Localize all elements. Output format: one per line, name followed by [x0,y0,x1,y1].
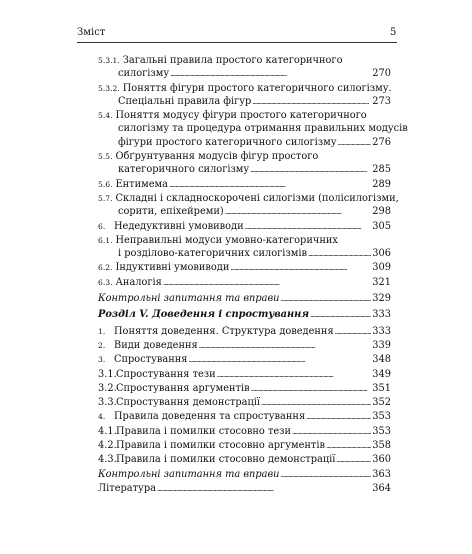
toc-entry [98,353,391,367]
toc-entry-number: 2. [98,340,106,350]
toc-entry-text-line: Складні і складноскорочені силогізми (полісилогізми, [115,192,399,204]
toc-entry-page: 353 [372,411,391,423]
dot-leader [335,326,372,339]
toc-entry [98,425,391,439]
toc-entry [98,339,391,353]
toc-entry-number: 5.3.2. [98,83,120,93]
table-of-contents [98,54,408,496]
toc-entry [98,234,391,262]
toc-entry [98,453,391,467]
dot-leader [310,309,371,322]
toc-entry-page: 358 [372,440,391,452]
toc-entry [98,292,391,306]
running-header-title: Зміст [77,27,106,38]
toc-entry-title: Спеціальні правила фігур [118,95,252,107]
toc-entry-text-line: Загальні правила простого категоричного [122,55,343,66]
dot-leader [306,411,371,424]
toc-entry-title: Поняття доведення. Структура доведення [114,325,334,337]
toc-entry-title: Правила і помилки стосовно демонстрації [116,454,336,466]
dot-leader [292,426,371,439]
toc-entry-title: Ентимема [115,178,169,190]
dot-leader [245,221,372,234]
toc-entry-number: 5.5. [98,152,113,162]
toc-entry-title: Спростування тези [116,368,216,380]
toc-entry-number: 5.3.1. [98,56,120,65]
toc-entry-number: 4.3. [98,454,117,466]
toc-entry-number: 5.4. [98,111,113,121]
dot-leader [337,137,371,150]
toc-entry-title: Спростування аргументів [116,382,250,394]
toc-entry-page: 305 [372,220,391,232]
toc-entry-number: 3.1. [98,368,117,380]
toc-entry-number: 4.1. [98,425,117,437]
dot-leader [281,293,372,306]
toc-entry [98,410,391,424]
toc-entry-page: 329 [372,293,391,305]
toc-entry-title: Спростування [114,354,188,366]
toc-entry-page: 298 [372,206,391,218]
toc-entry [98,82,391,110]
dot-leader [250,164,371,177]
toc-entry-page: 270 [372,68,391,80]
dot-leader [163,277,371,290]
toc-entry-number: 5.6. [98,179,113,189]
toc-entry [98,178,391,192]
toc-entry [98,54,391,82]
toc-entry-number: 4. [98,412,106,422]
toc-entry-title: Недедуктивні умовиводи [114,220,244,232]
toc-entry-page: 351 [372,382,391,394]
toc-entry-number: 1. [98,326,106,336]
toc-entry-number: 3. [98,355,106,365]
toc-entry-page: 285 [372,164,391,176]
toc-entry-number: 3.2. [98,382,117,394]
toc-entry-title: Правила і помилки стосовно тези [116,425,292,437]
header-rule [77,42,397,43]
toc-entry-text-line: Поняття модусу фігури простого категоричного [115,110,367,122]
toc-entry-title: Література [98,482,156,494]
toc-entry [98,439,391,453]
toc-entry [98,396,391,410]
toc-entry-title: силогізму [118,68,170,80]
toc-entry [98,382,391,396]
toc-entry [98,468,391,482]
toc-entry-page: 348 [372,354,391,366]
toc-entry-title: Індуктивні умовиводи [115,262,230,274]
dot-leader [252,96,371,109]
toc-entry-page: 360 [372,454,391,466]
toc-entry-page: 276 [372,136,391,148]
toc-entry-number: 6.1. [98,235,113,245]
dot-leader [169,179,371,192]
toc-entry [98,308,391,322]
toc-entry-title: сорити, епіхейреми) [118,206,224,218]
toc-entry-text-line: силогізму та процедура отримання правильних модусів [118,123,408,135]
dot-leader [251,383,372,396]
toc-entry-title: Правила і помилки стосовно аргументів [116,440,325,452]
dot-leader [308,248,371,261]
toc-entry [98,325,391,339]
toc-entry-page: 353 [372,425,391,437]
toc-entry-page: 364 [372,482,391,494]
toc-entry [98,276,391,290]
toc-entry-title: Види доведення [114,339,198,351]
toc-entry-title: Контрольні запитання та вправи [98,468,280,480]
toc-entry-number: 4.2. [98,440,117,452]
toc-entry-page: 363 [372,468,391,480]
toc-entry-number: 6. [98,221,106,231]
toc-entry-page: 333 [372,309,391,321]
dot-leader [281,469,372,482]
dot-leader [170,68,371,81]
toc-entry [98,261,391,275]
toc-entry [98,368,391,382]
toc-entry-title: і розділово-категоричних силогізмів [118,248,307,260]
toc-entry [98,482,391,496]
toc-entry-title: Спростування демонстрації [116,397,261,409]
toc-entry-title: Контрольні запитання та вправи [98,293,280,305]
toc-entry-number: 3.3. [98,397,117,409]
toc-entry-number: 5.7. [98,193,113,203]
toc-entry-page: 321 [372,276,391,288]
dot-leader [225,206,372,219]
toc-entry-page: 289 [372,178,391,190]
toc-entry-number: 6.2. [98,263,113,273]
toc-entry-title: Розділ V. Доведення і спростування [98,309,310,321]
toc-entry-text-line: Обґрунтування модусів фігур простого [115,151,319,163]
dot-leader [157,483,371,496]
toc-entry-title: Аналогія [115,276,162,288]
toc-entry-page: 349 [372,368,391,380]
toc-entry-title: категоричного силогізму [118,164,250,176]
toc-entry-page: 339 [372,339,391,351]
toc-entry-text-line: Неправильні модуси умовно-категоричних [115,234,338,246]
toc-entry-text-line: Поняття фігури простого категоричного силогізму. [122,82,392,94]
dot-leader [230,262,371,275]
toc-entry-page: 306 [372,248,391,260]
toc-entry [98,150,391,178]
dot-leader [261,397,371,410]
toc-entry [98,192,399,220]
toc-entry-page: 352 [372,397,391,409]
dot-leader [336,454,371,467]
toc-entry-page: 309 [372,262,391,274]
toc-entry-page: 333 [372,325,391,337]
toc-entry-number: 6.3. [98,277,113,287]
dot-leader [217,369,372,382]
dot-leader [199,340,372,353]
toc-entry-title: Правила доведення та спростування [114,411,306,423]
toc-entry [98,220,391,234]
dot-leader [188,354,371,367]
page-number: 5 [390,27,397,38]
toc-entry-title: фігури простого категоричного силогізму [118,136,337,148]
toc-entry [98,109,408,150]
toc-entry-page: 273 [372,95,391,107]
dot-leader [326,440,371,453]
